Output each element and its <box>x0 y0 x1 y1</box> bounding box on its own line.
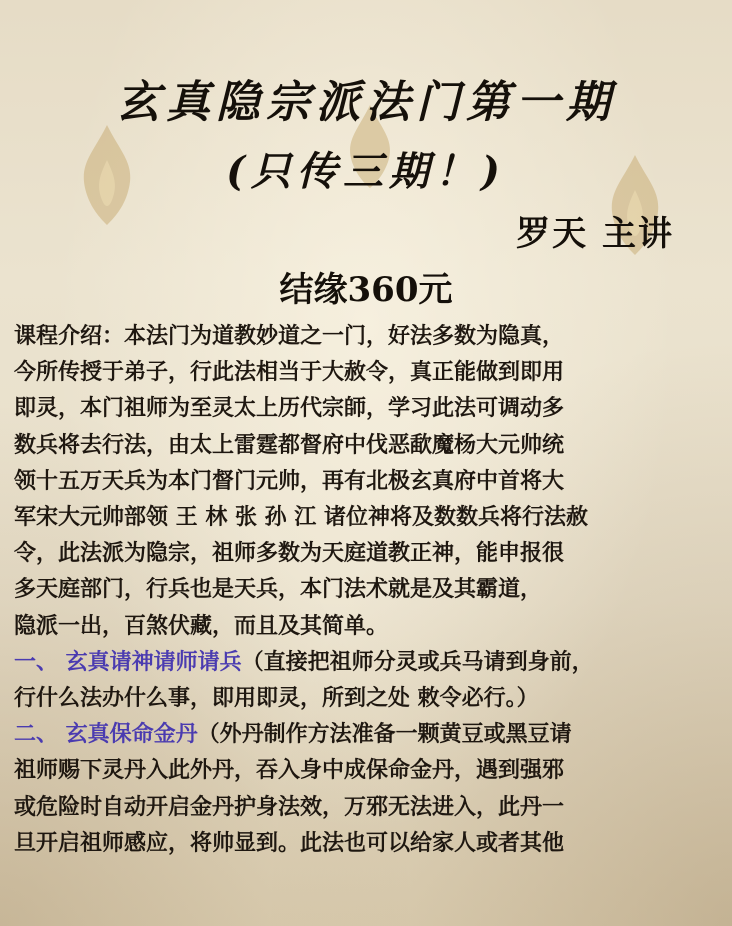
body-line: 课程介绍：本法门为道教妙道之一门，好法多数为隐真， <box>14 323 565 349</box>
body-line: 军宋大元帅部领 王 林 张 孙 江 诸位神将及数数兵将行法赦 <box>14 504 588 531</box>
page-subtitle: (只传三期！) <box>226 148 506 195</box>
body-line: 即灵，本门祖师为至灵太上历代宗師，学习此法可调动多 <box>14 395 565 422</box>
section-two-line: 祖师赐下灵丹入此外丹，吞入身中成保命金丹，遇到强邪 <box>14 757 565 784</box>
body-line: 数兵将去行法，由太上雷霆都督府中伐恶歃魔杨大元帅统 <box>14 431 565 458</box>
section-one <box>14 644 726 680</box>
body-line: 隐派一出，百煞伏藏，而且及其简单。 <box>14 612 389 639</box>
course-description <box>14 318 726 861</box>
body-line: 令，此法派为隐宗，祖师多数为天庭道教正神，能申报很 <box>14 540 565 567</box>
body-line: 多天庭部门，行兵也是天兵，本门法术就是及其霸道， <box>14 576 543 603</box>
section-one-heading: 一、 玄真请神请师请兵 <box>14 648 242 675</box>
section-two-text: （外丹制作方法准备一颗黄豆或黑豆请 <box>197 721 572 748</box>
lecturer-name: 罗天 主讲 <box>516 214 674 254</box>
page-title: 玄真隐宗派法门第一期 <box>116 77 616 128</box>
body-line: 领十五万天兵为本门督门元帅，再有北极玄真府中首将大 <box>14 467 565 494</box>
section-two-heading: 二、 玄真保命金丹 <box>14 721 198 748</box>
body-line: 今所传授于弟子，行此法相当于大赦令，真正能做到即用 <box>14 359 565 386</box>
section-two-line: 或危险时自动开启金丹护身法效，万邪无法进入，此丹一 <box>14 793 565 820</box>
section-one-text: （直接把祖师分灵或兵马请到身前， <box>241 648 594 675</box>
section-two <box>14 716 726 752</box>
section-two-line: 旦开启祖师感应，将帅显到。此法也可以给家人或者其他 <box>14 829 565 856</box>
section-one-continued: 行什么法办什么事，即用即灵，所到之处 敕令必行。） <box>14 685 539 712</box>
price-label: 结缘360元 <box>279 270 453 310</box>
